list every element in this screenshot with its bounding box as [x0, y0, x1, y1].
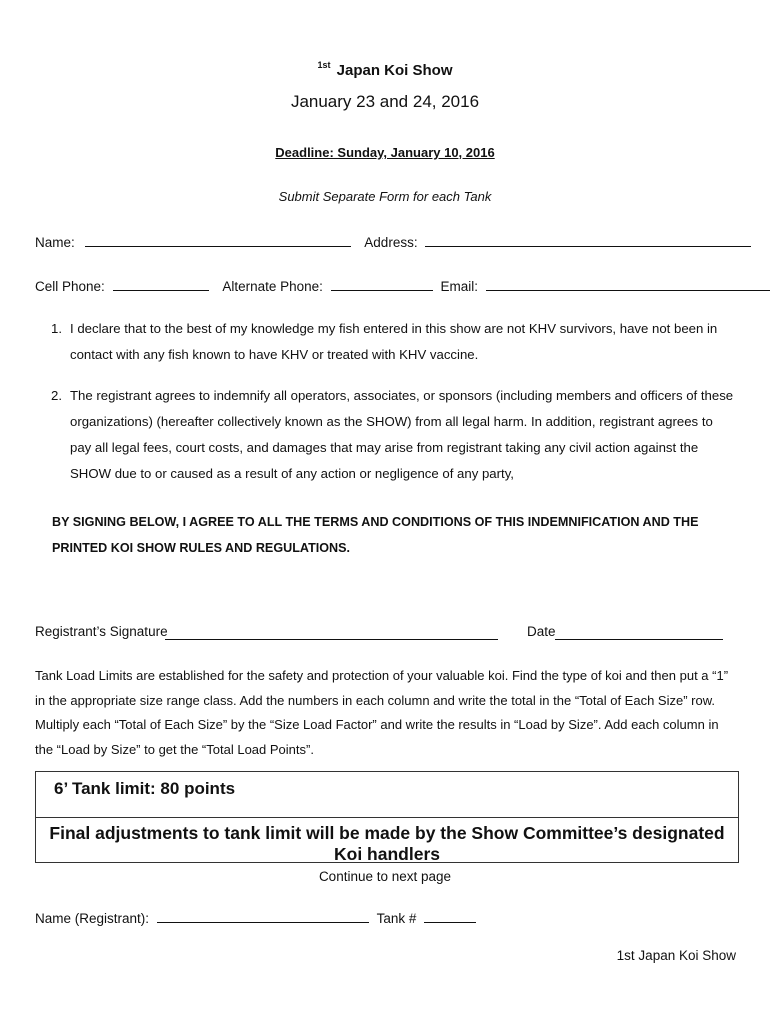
term-item	[36, 383, 736, 487]
term-number: 1.	[51, 321, 62, 336]
term-text: The registrant agrees to indemnify all operators, associates, or sponsors (including members and officers of these organizations) (hereafter collectively known as the SHOW) from all legal harm. In addition, registrant agrees to pay all legal fees, court costs, and damages that may arise from registrant taking any civil action against the SHOW due to or caused as a result of any action or negligence of any party,	[70, 388, 734, 481]
cell-phone-field[interactable]	[113, 276, 209, 291]
show-dates: January 23 and 24, 2016	[290, 92, 480, 111]
adjustments-text: Final adjustments to tank limit will be made by the Show Committee’s designated Koi handlers	[49, 823, 725, 864]
tank-number-field[interactable]	[424, 908, 476, 923]
title-text: Japan Koi Show	[336, 62, 453, 79]
submit-note: Submit Separate Form for each Tank	[278, 189, 492, 204]
signature-label: Registrant’s Signature	[35, 624, 168, 639]
alternate-phone-label: Alternate Phone:	[222, 279, 323, 294]
tank-limit-box	[35, 771, 739, 818]
registrant-name-label: Name (Registrant):	[35, 911, 150, 926]
tank-number-label: Tank #	[376, 911, 417, 926]
name-label: Name:	[35, 235, 75, 250]
registrant-name-field[interactable]	[157, 908, 369, 923]
form-title	[0, 62, 770, 79]
address-label: Address:	[364, 235, 418, 250]
registrant-tank-row	[35, 908, 476, 926]
term-number: 2.	[51, 388, 62, 403]
email-field[interactable]	[486, 276, 770, 291]
adjustments-box	[35, 816, 739, 863]
agreement-statement: BY SIGNING BELOW, I AGREE TO ALL THE TERMS AND CONDITIONS OF THIS INDEMNIFICATION AND THE PRINTED KOI SHOW RULES AND REGULATIONS.	[52, 515, 699, 555]
alternate-phone-field[interactable]	[331, 276, 433, 291]
term-item	[36, 316, 736, 368]
footer-show-name: 1st Japan Koi Show	[616, 948, 736, 963]
cell-phone-label: Cell Phone:	[35, 279, 105, 294]
term-text: I declare that to the best of my knowledge my fish entered in this show are not KHV survivors, have not been in contact with any fish known to have KHV or treated with KHV vaccine.	[70, 321, 718, 362]
address-field[interactable]	[425, 232, 751, 247]
tank-limit-text: 6’ Tank limit: 80 points	[54, 779, 236, 798]
date-field[interactable]	[555, 624, 723, 640]
phone-email-row	[35, 276, 770, 294]
signature-field[interactable]	[165, 624, 498, 640]
title-superscript: 1st	[317, 60, 331, 70]
deadline: Deadline: Sunday, January 10, 2016	[275, 145, 495, 160]
continue-note: Continue to next page	[318, 869, 452, 884]
instructions-paragraph: Tank Load Limits are established for the safety and protection of your valuable koi. Find the type of koi and then put a “1” in the appropriate size range class. Add the numbers in each column and write the total in the “Total of Each Size” row. Multiply each “Total of Each Size” by the “Size Load Factor” and write the results in “Load by Size”. Add each column in the “Load by Size” to get the “Total Load Points”.	[35, 668, 729, 757]
name-field[interactable]	[85, 232, 351, 247]
date-label: Date	[527, 624, 556, 639]
name-address-row	[35, 232, 751, 250]
email-label: Email:	[440, 279, 478, 294]
